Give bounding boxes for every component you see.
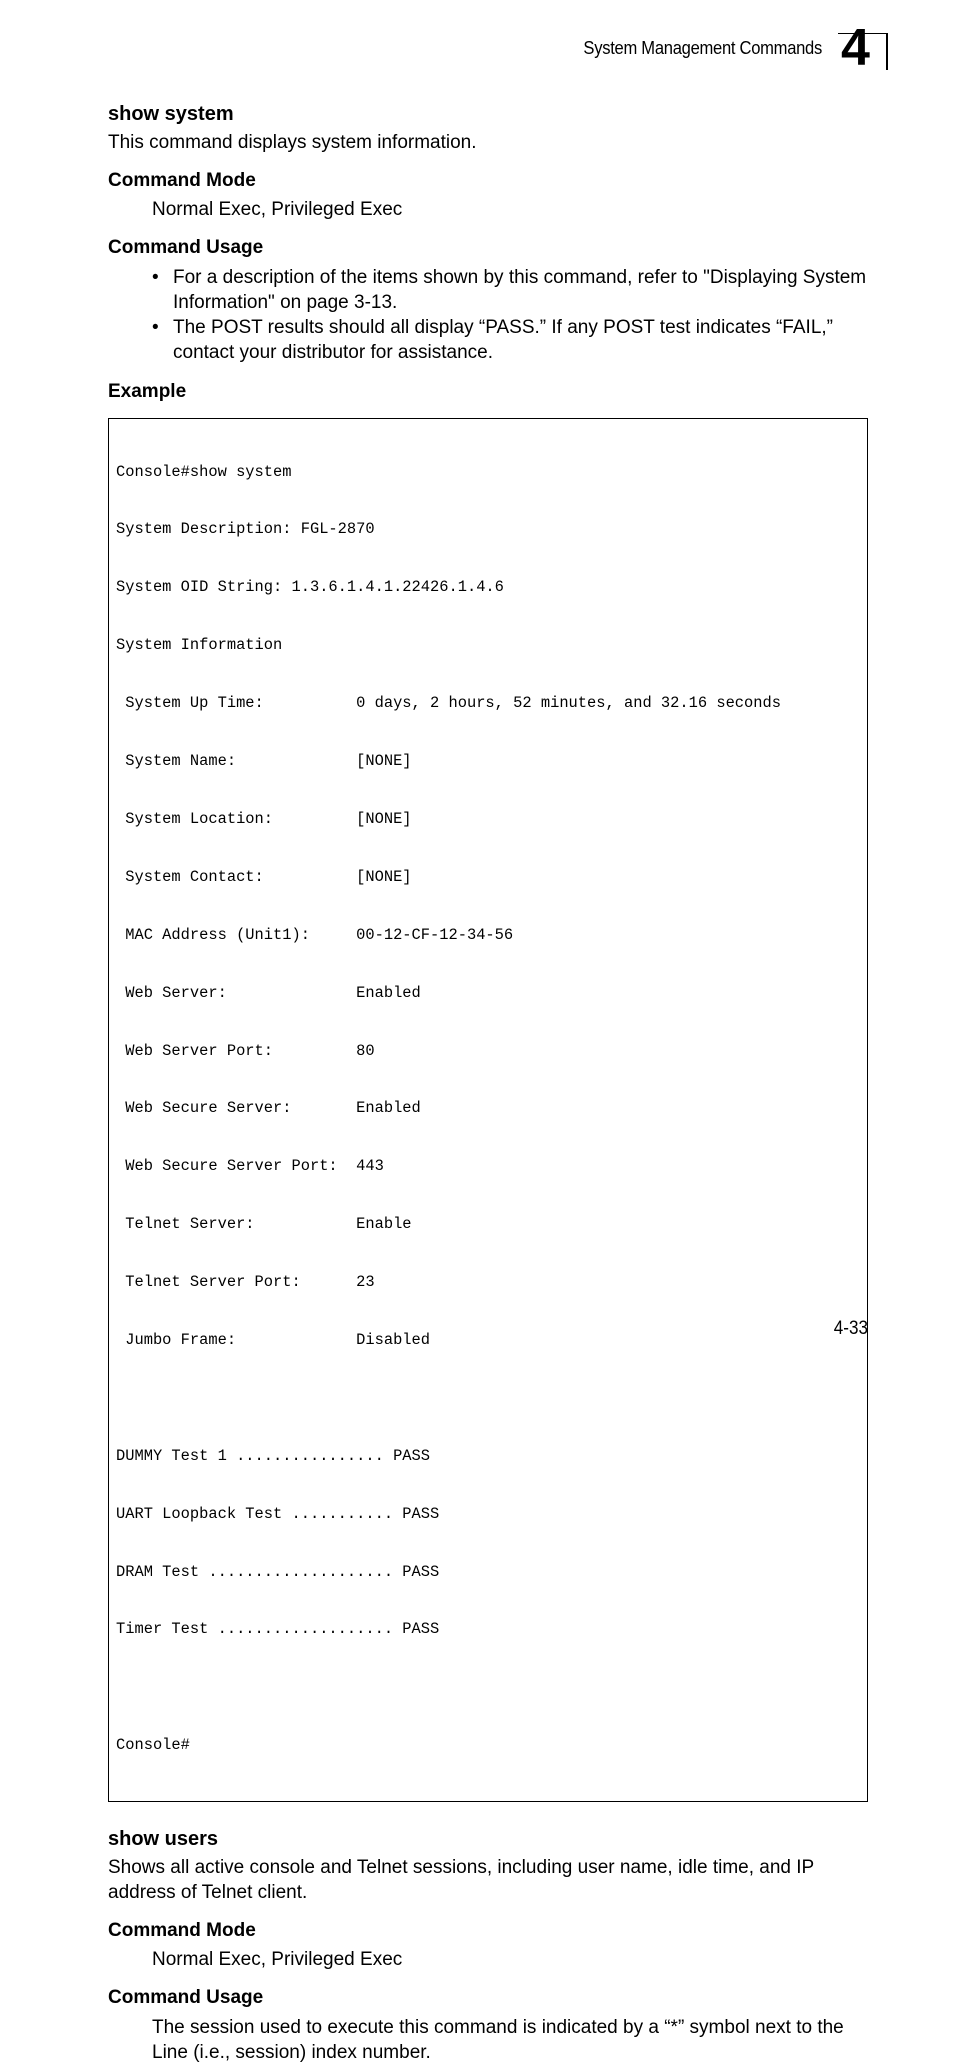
code-line: Timer Test ................... PASS xyxy=(116,1620,440,1639)
usage-bullet-text: The POST results should all display “PASS.” If any POST test indicates “FAIL,” contact your distributor for assistance. xyxy=(173,317,833,363)
code-line: System Up Time: 0 days, 2 hours, 52 minutes, and 32.16 seconds xyxy=(116,694,781,713)
command-title-show-users: show users xyxy=(108,1828,219,1851)
list-item xyxy=(152,265,868,315)
bullet-icon: • xyxy=(152,267,159,288)
code-line: System Description: FGL-2870 xyxy=(116,520,375,539)
code-line: Console# xyxy=(116,1736,190,1755)
code-line xyxy=(116,1389,860,1408)
page-number: 4-33 xyxy=(833,1318,868,1339)
bullet-icon: • xyxy=(152,317,159,338)
chapter-number: 4 xyxy=(841,19,870,77)
code-line: DRAM Test .................... PASS xyxy=(116,1562,440,1581)
code-line: Web Server: Enabled xyxy=(116,983,421,1002)
usage-bullet-text: For a description of the items shown by this command, refer to "Displaying System Information" on page 3-13. xyxy=(173,267,867,313)
code-line: System OID String: 1.3.6.1.4.1.22426.1.4.6 xyxy=(116,578,504,597)
show-system-description: This command displays system information. xyxy=(108,132,477,153)
code-line: Web Server Port: 80 xyxy=(116,1041,375,1060)
code-line: System Location: [NONE] xyxy=(116,809,412,828)
show-users-usage-text: The session used to execute this command is indicated by a “*” symbol next to the Line (i.e., session) index number. xyxy=(152,2017,844,2064)
show-users-mode-text: Normal Exec, Privileged Exec xyxy=(152,1949,403,1971)
show-users-description: Shows all active console and Telnet sessions, including user name, idle time, and IP address of Telnet client. xyxy=(108,1857,814,1904)
code-line: Web Secure Server Port: 443 xyxy=(116,1157,384,1176)
page-content xyxy=(108,100,868,2065)
show-system-usage-heading: Command Usage xyxy=(108,237,264,258)
code-line: System Contact: [NONE] xyxy=(116,867,412,886)
show-system-usage-list xyxy=(108,265,868,365)
show-system-mode-text: Normal Exec, Privileged Exec xyxy=(152,199,403,220)
command-title-show-system: show system xyxy=(108,103,234,125)
code-line: Console#show system xyxy=(116,462,292,481)
show-users-mode-heading: Command Mode xyxy=(108,1920,256,1942)
running-header-title: System Management Commands xyxy=(583,38,822,58)
code-line: MAC Address (Unit1): 00-12-CF-12-34-56 xyxy=(116,925,514,944)
code-line: Telnet Server: Enable xyxy=(116,1215,412,1234)
show-users-usage-heading: Command Usage xyxy=(108,1987,264,2009)
show-system-example-heading: Example xyxy=(108,381,187,402)
code-line: DUMMY Test 1 ................ PASS xyxy=(116,1446,431,1465)
example-code-block xyxy=(108,418,868,1802)
show-system-mode-heading: Command Mode xyxy=(108,170,256,191)
code-line: Jumbo Frame: Disabled xyxy=(116,1330,431,1349)
list-item xyxy=(152,315,868,365)
code-line: Telnet Server Port: 23 xyxy=(116,1273,375,1292)
code-line: Web Secure Server: Enabled xyxy=(116,1099,421,1118)
code-line: System Information xyxy=(116,636,283,655)
code-line: UART Loopback Test ........... PASS xyxy=(116,1504,440,1523)
code-line xyxy=(116,1678,860,1697)
code-line: System Name: [NONE] xyxy=(116,752,412,771)
